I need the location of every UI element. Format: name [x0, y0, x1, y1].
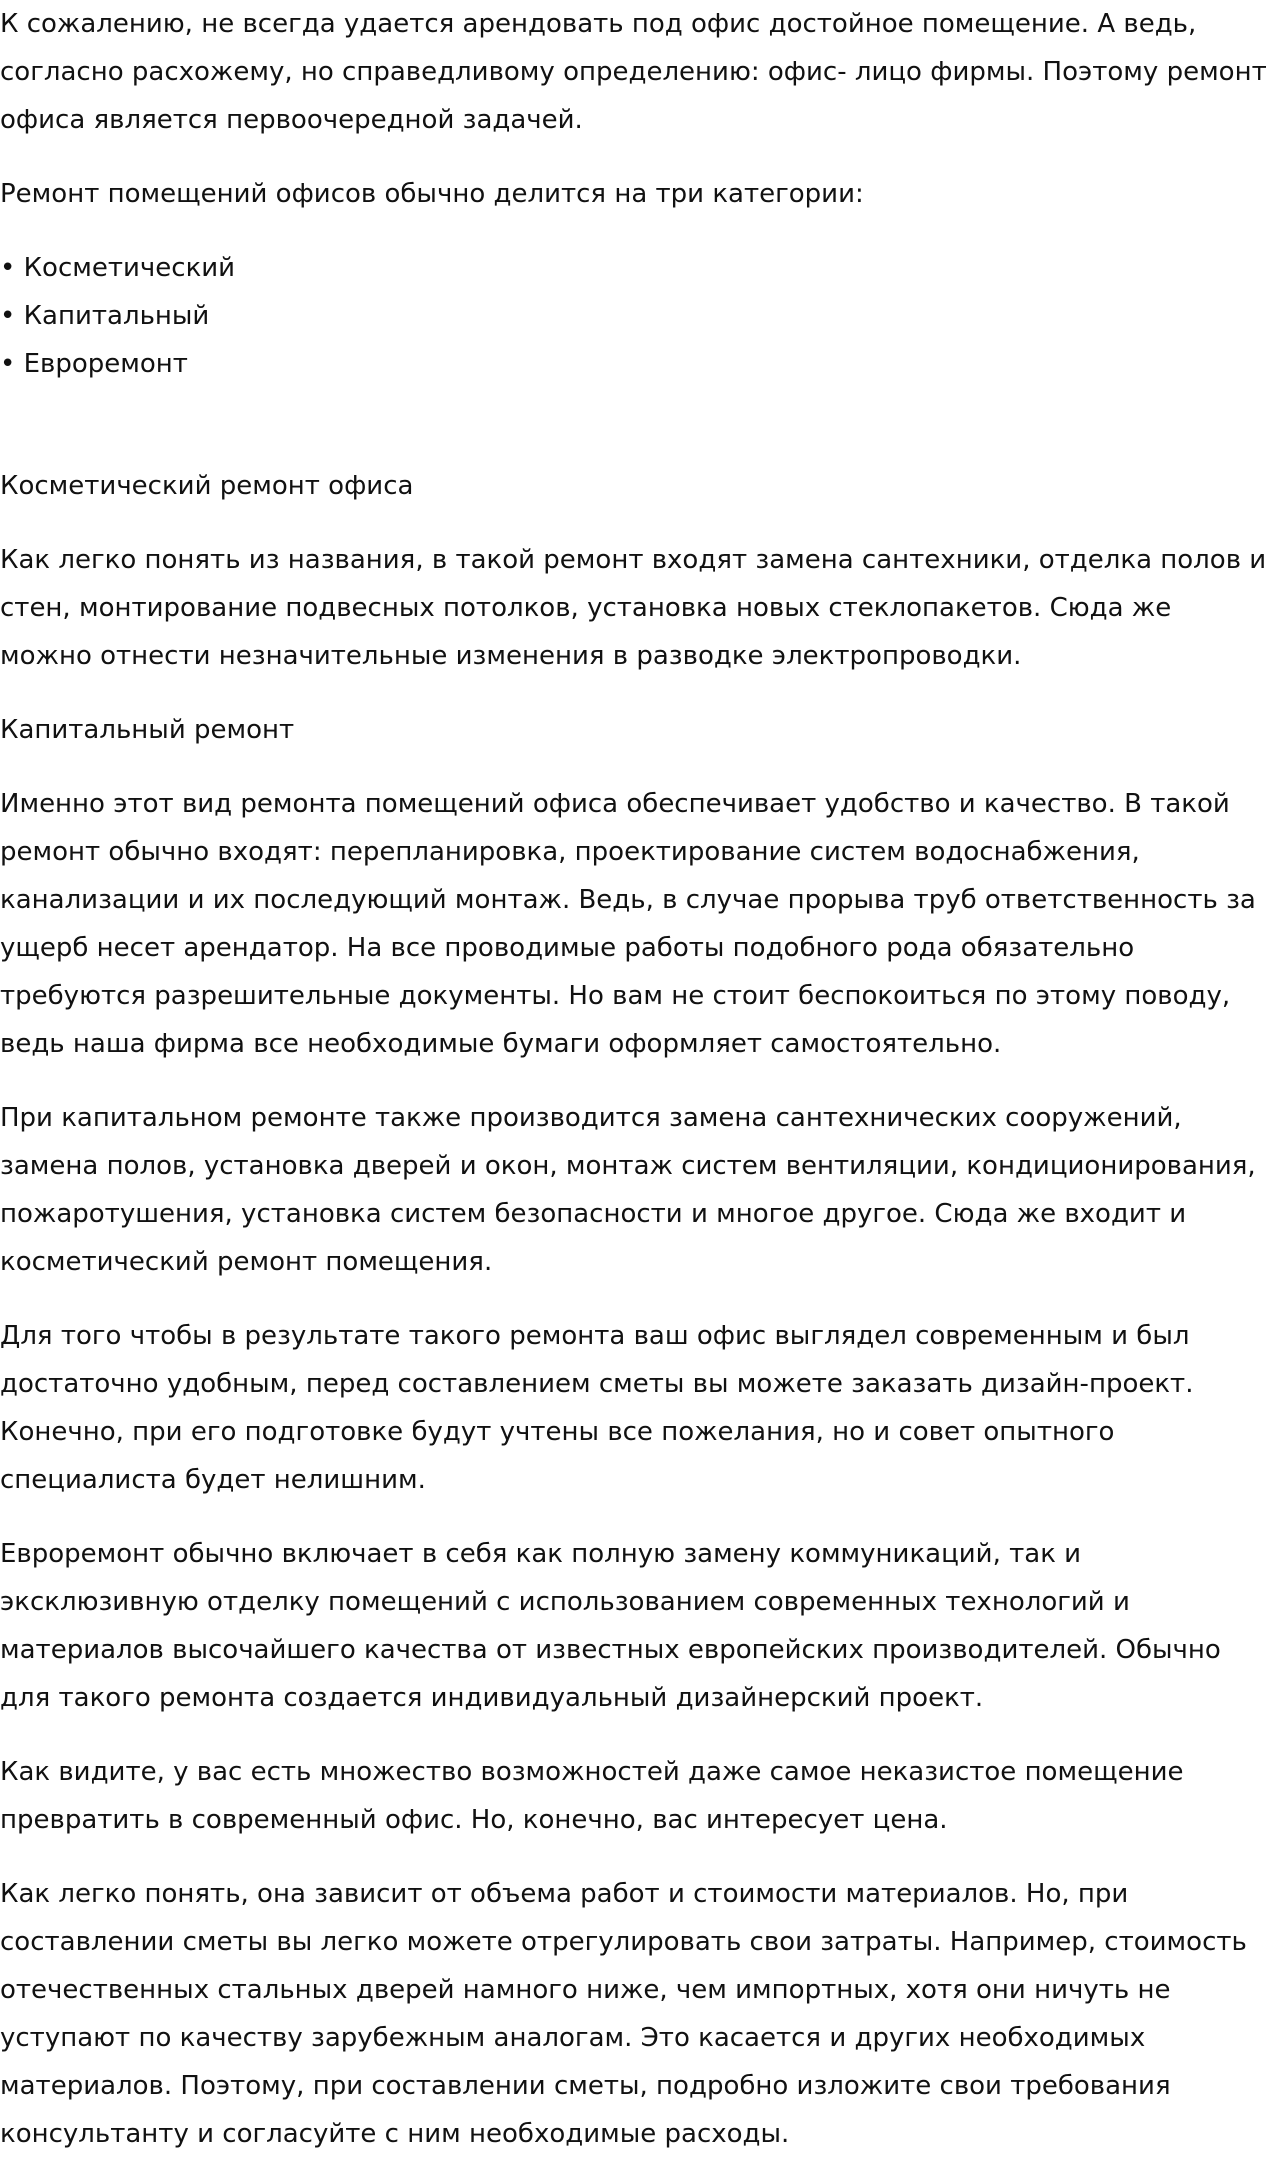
euro-paragraph: Евроремонт обычно включает в себя как полную замену коммуникаций, так и эксклюзивную отделку помещений с использованием современных технологий и материалов высочайшего качества от известных европейских производителей. Обычно для такого ремонта создается индивидуальный дизайнерский проект. — [0, 1539, 1221, 1713]
capital-paragraph-2: При капитальном ремонте также производится замена сантехнических сооружений, замена полов, установка дверей и окон, монтаж систем вентиляции, кондиционирования, пожаротушения, установка систем безопасности и многое другое. Сюда же входит и косметический ремонт помещения. — [0, 1103, 1256, 1277]
cosmetic-paragraph: Как легко понять из названия, в такой ремонт входят замена сантехники, отделка полов и стен, монтирование подвесных потолков, установка новых стеклопакетов. Сюда же можно отнести незначительные изменения в разводке электропроводки. — [0, 545, 1267, 671]
closing-paragraph-2: Как легко понять, она зависит от объема работ и стоимости материалов. Но, при составлении сметы вы легко можете отрегулировать свои затраты. Например, стоимость отечественных стальных дверей намного ниже, чем импортных, хотя они ничуть не уступают по качеству зарубежным аналогам. Это касается и других необходимых материалов. Поэтому, при составлении сметы, подробно изложите свои требования консультанту и согласуйте с ним необходимые расходы. — [0, 1879, 1247, 2149]
categories-intro: Ремонт помещений офисов обычно делится на три категории: — [0, 179, 864, 209]
capital-paragraph-1: Именно этот вид ремонта помещений офиса обеспечивает удобство и качество. В такой ремонт обычно входят: перепланировка, проектирование систем водоснабжения, канализации и их последующий монтаж. Ведь, в случае прорыва труб ответственность за ущерб несет арендатор. На все проводимые работы подобного рода обязательно требуются разрешительные документы. Но вам не стоит беспокоиться по этому поводу, ведь наша фирма все необходимые бумаги оформляет самостоятельно. — [0, 789, 1256, 1059]
capital-heading: Капитальный ремонт — [0, 715, 295, 745]
intro-paragraph: К сожалению, не всегда удается арендовать под офис достойное помещение. А ведь, согласно расхожему, но справедливому определению: офис- лицо фирмы. Поэтому ремонт офиса является первоочередной задачей. — [0, 9, 1267, 135]
closing-paragraph-1: Как видите, у вас есть множество возможностей даже самое неказистое помещение превратить в современный офис. Но, конечно, вас интересует цена. — [0, 1757, 1184, 1835]
list-item: • Косметический — [0, 253, 236, 283]
categories-list — [0, 244, 1270, 388]
spacer — [0, 414, 1270, 462]
capital-paragraph-3: Для того чтобы в результате такого ремонта ваш офис выглядел современным и был достаточно удобным, перед составлением сметы вы можете заказать дизайн-проект. Конечно, при его подготовке будут учтены все пожелания, но и совет опытного специалиста будет нелишним. — [0, 1321, 1194, 1495]
list-item: • Капитальный — [0, 301, 210, 331]
list-item: • Евроремонт — [0, 349, 188, 379]
cosmetic-heading: Косметический ремонт офиса — [0, 471, 414, 501]
